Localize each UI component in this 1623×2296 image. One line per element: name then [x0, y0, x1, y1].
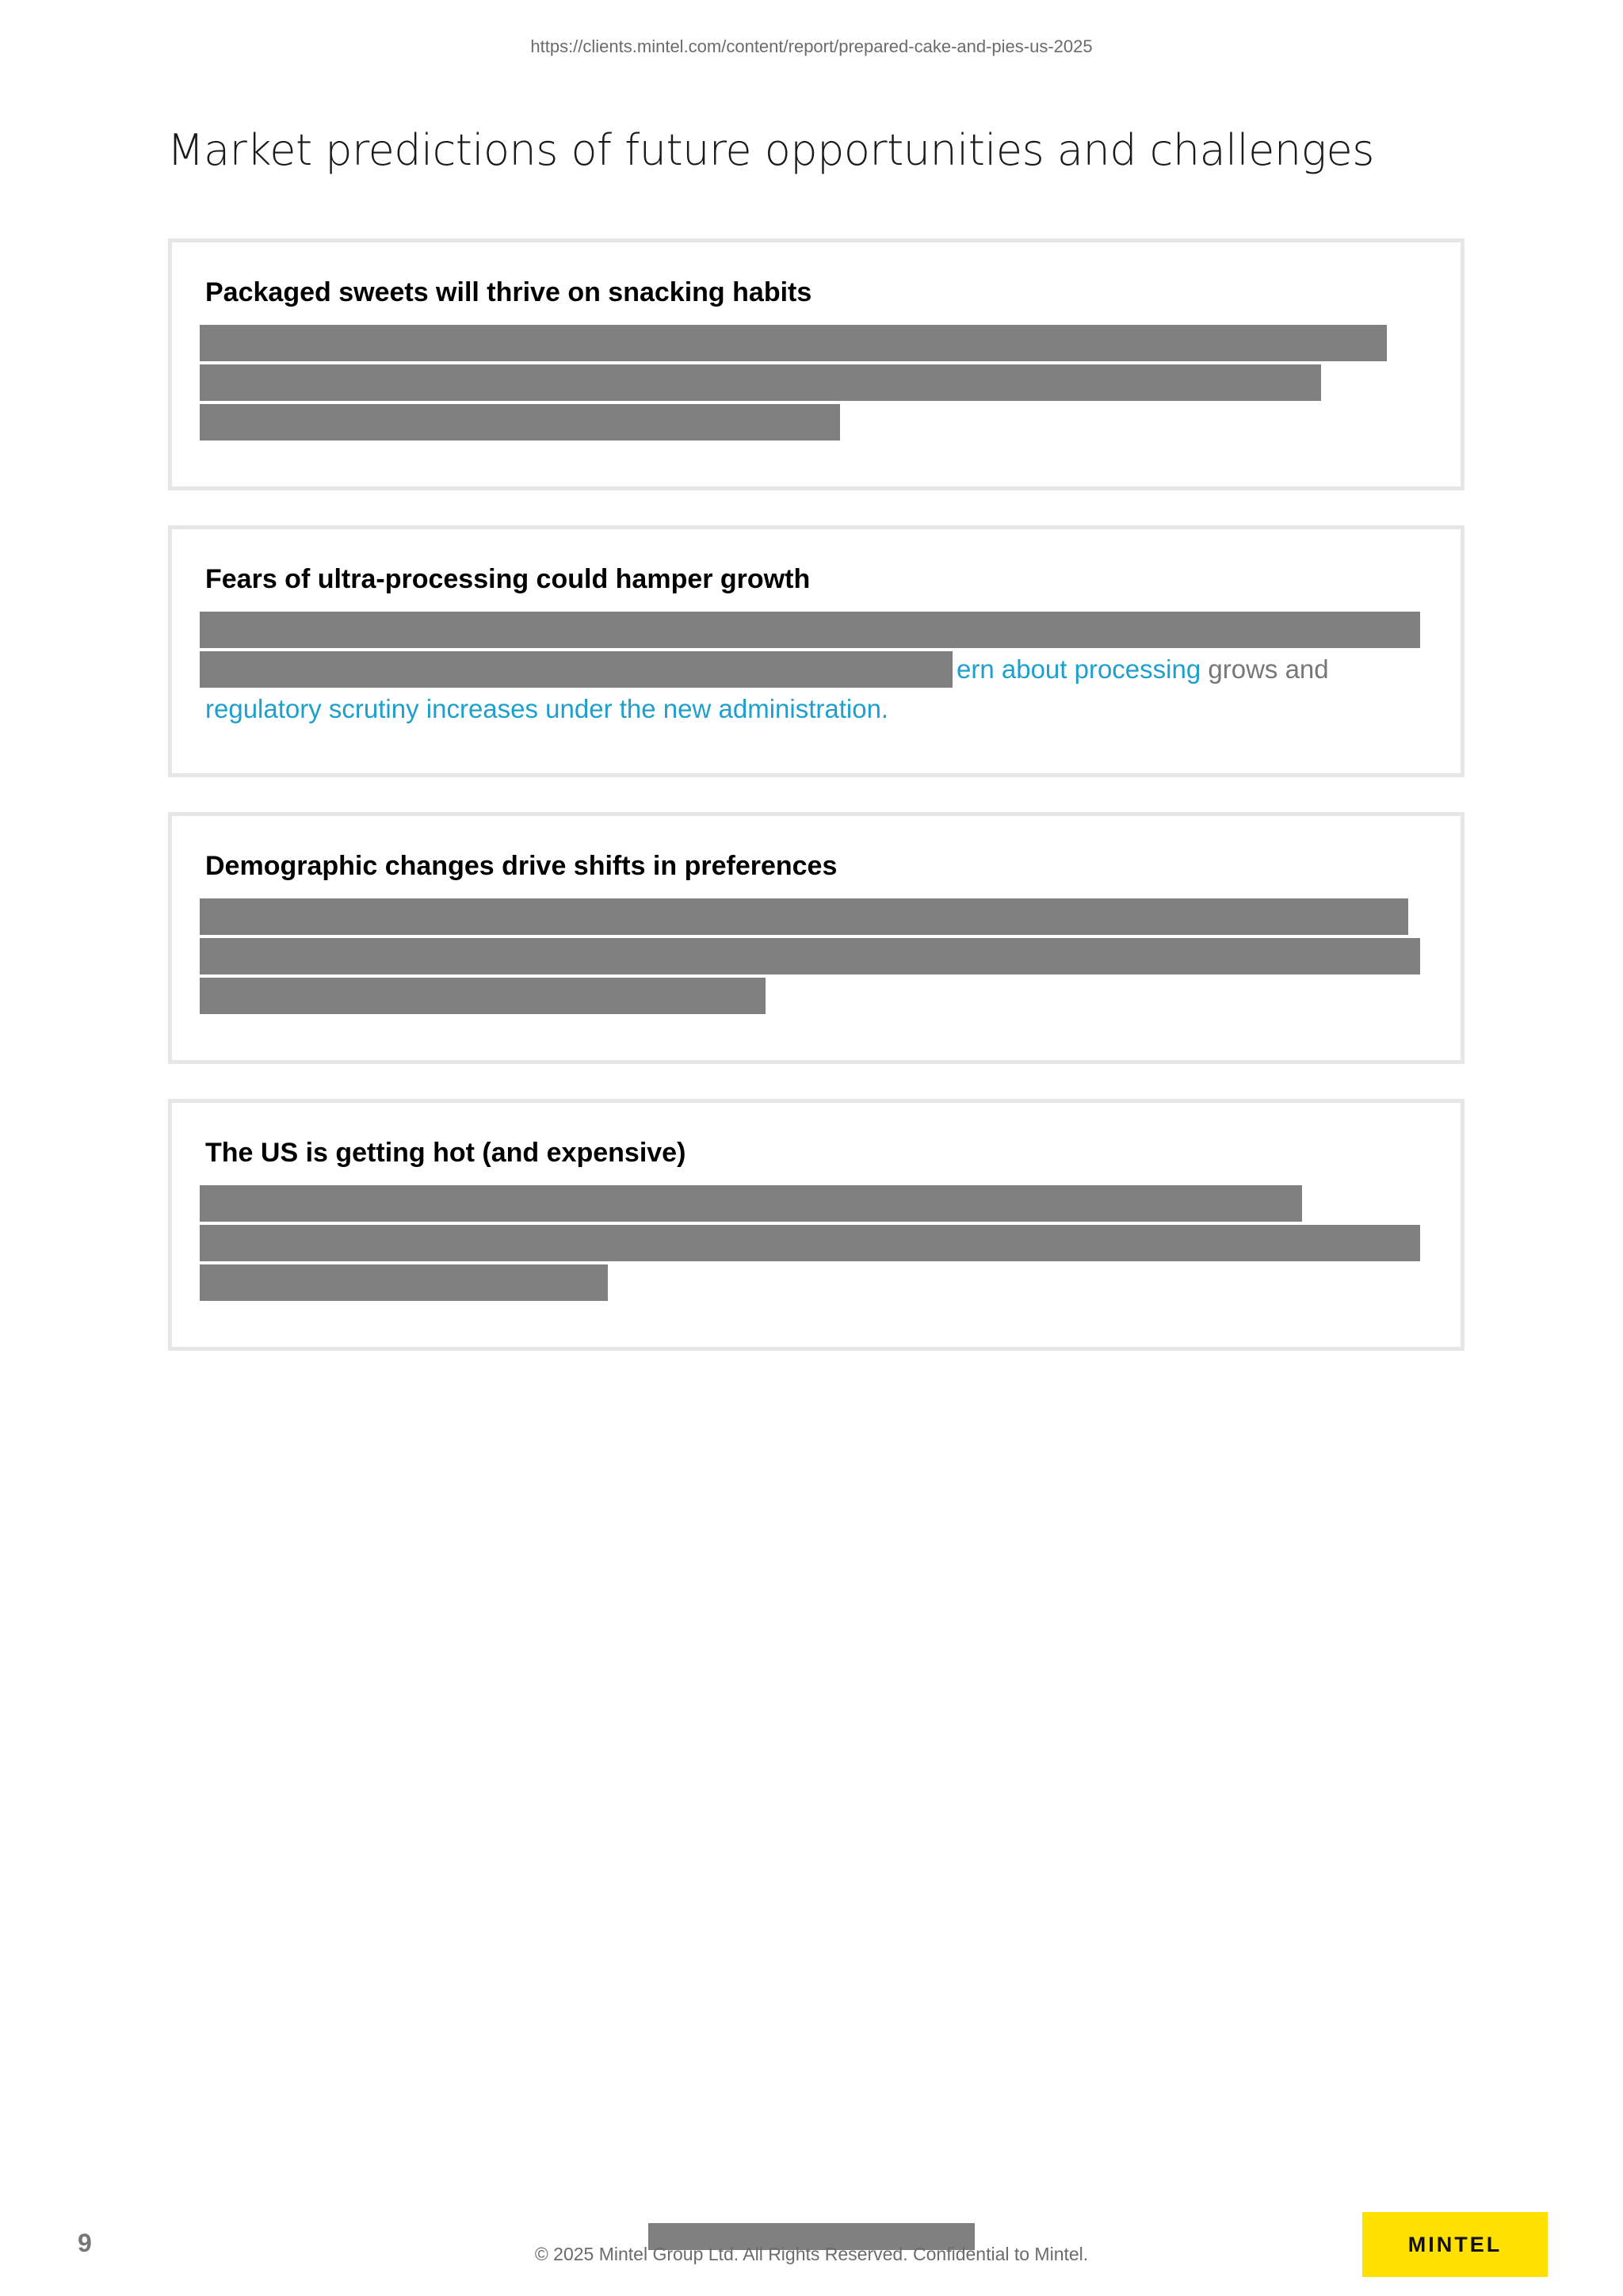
- page-number: 9: [78, 2229, 92, 2257]
- redacted-text: [200, 651, 953, 688]
- redacted-text: [200, 325, 1387, 361]
- copyright-notice: © 2025 Mintel Group Ltd. All Rights Reserved. Confidential to Mintel.: [534, 2244, 1089, 2264]
- inline-link[interactable]: regulatory scrutiny increases under the new administration.: [205, 694, 889, 723]
- prediction-card: [168, 238, 1465, 490]
- prediction-card: [168, 525, 1465, 777]
- source-url: https://clients.mintel.com/content/report/prepared-cake-and-pies-us-2025: [530, 36, 1093, 56]
- redacted-text: [200, 938, 1420, 974]
- redacted-text: [200, 612, 1420, 648]
- redacted-text: [200, 898, 1408, 935]
- redacted-text: [200, 1225, 1420, 1261]
- card-title: Demographic changes drive shifts in preferences: [205, 851, 838, 881]
- body-text: grows and: [1201, 654, 1329, 684]
- redacted-text: [200, 1264, 608, 1301]
- redacted-text: [200, 364, 1321, 401]
- redacted-text: [200, 1185, 1302, 1222]
- redacted-text: [200, 404, 840, 441]
- inline-link[interactable]: ern about processing: [957, 654, 1201, 684]
- redacted-text: [200, 978, 766, 1014]
- card-title: The US is getting hot (and expensive): [205, 1138, 686, 1168]
- card-title: Fears of ultra-processing could hamper growth: [205, 564, 811, 594]
- prediction-card: [168, 812, 1465, 1064]
- mintel-logo: MINTEL: [1362, 2212, 1548, 2277]
- page-title: Market predictions of future opportunities and challenges: [167, 125, 1374, 175]
- prediction-card: [168, 1099, 1465, 1351]
- card-title: Packaged sweets will thrive on snacking habits: [205, 277, 812, 307]
- body-text-line: [957, 651, 1329, 688]
- body-text-line: [205, 691, 888, 727]
